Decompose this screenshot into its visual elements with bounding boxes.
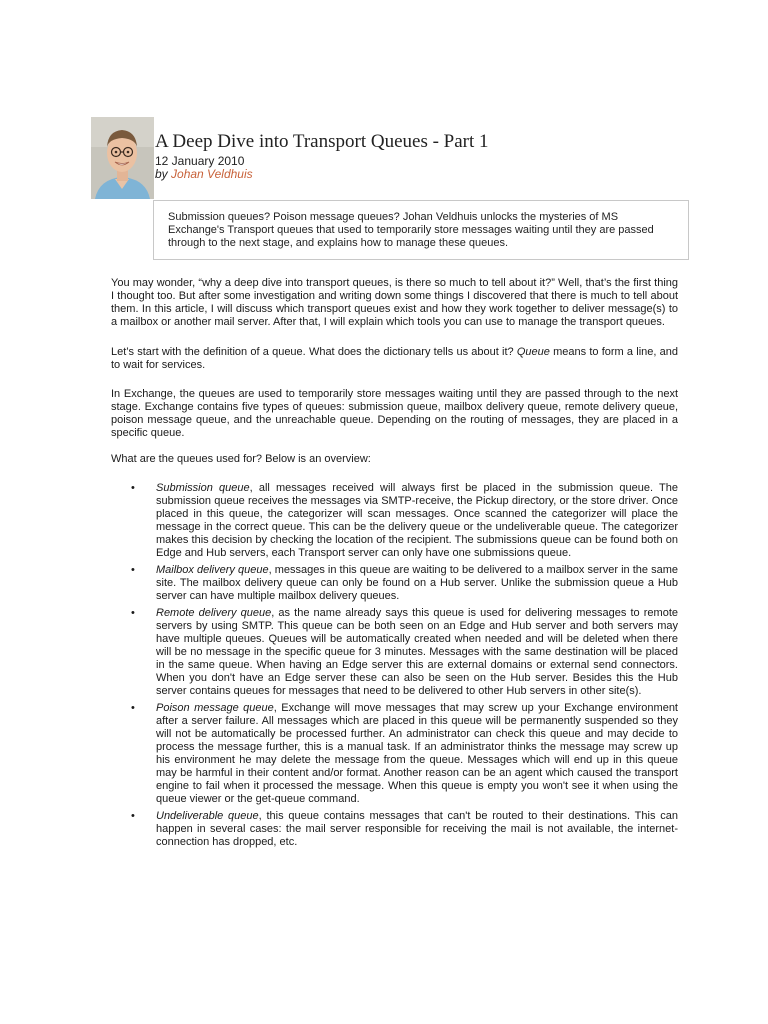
- paragraph-overview: What are the queues used for? Below is an overview:: [111, 453, 371, 465]
- article-body: [111, 277, 678, 853]
- definition-rest: means to form a line, and to wait for services.: [111, 346, 678, 371]
- byline: [155, 167, 253, 181]
- queue-name: Undeliverable queue: [156, 810, 259, 822]
- bullet-icon: •: [131, 810, 135, 822]
- queue-description: , as the name already says this queue is used for delivering messages to remote servers by using SMTP. This queue can be both seen on an Edge and Hub server and both servers may have multiple queues. Queues will be automatically created when needed and will be deleted when there will be no message in the specific queue for 3 minutes. Messages with the same destination will be placed in the same queue. When having an Edge server this are external domains or external send connectors. When you don't have an Edge server these can also be seen on the Hub server. Besides this the Hub server contains queues for messages that need to be delivered to other Hub servers in other site(s).: [156, 607, 678, 697]
- bullet-icon: •: [131, 482, 135, 494]
- list-item: [111, 702, 678, 806]
- queue-name: Mailbox delivery queue: [156, 564, 269, 576]
- author-link[interactable]: Johan Veldhuis: [171, 167, 253, 181]
- paragraph-intro: You may wonder, “why a deep dive into transport queues, is there so much to tell about it?” Well, that’s the first thing I thought too. But after some investigation and writing down some things I discovered that there is much to tell about them. In this article, I will discuss which transport queues exist and how they work together to deliver message(s) to a mailbox or another mail server. After that, I will explain which tools you can use to manage the transport queues.: [111, 277, 678, 328]
- paragraph-definition: [111, 346, 678, 372]
- queue-name: Submission queue: [156, 482, 250, 494]
- article-title: A Deep Dive into Transport Queues - Part 1: [155, 131, 489, 152]
- bullet-icon: •: [131, 702, 135, 714]
- queue-description: , this queue contains messages that can't be routed to their destinations. This can happen in several cases: the mail server responsible for receiving the mail is not available, the internet-connection has dropped, etc.: [156, 810, 678, 848]
- queue-list: [111, 482, 678, 849]
- summary-box: Submission queues? Poison message queues? Johan Veldhuis unlocks the mysteries of MS Exchange's Transport queues that used to temporarily store messages waiting until they are passed through to the next stage, and explains how to manage these queues.: [153, 200, 689, 260]
- queue-name: Poison message queue: [156, 702, 274, 714]
- queue-description: , Exchange will move messages that may screw up your Exchange environment after a server failure. All messages which are placed in this queue will be permanently suspended so they will not be automatically be processed further. An administrator can check this queue and may decide to process the message further, this is a manual task. If an administrator thinks the message may screw up his environment he may delete the message from the queue. Messages which will end up in this queue may be harmful in their content and/or format. Another reason can be an agent which caused the transport engine to fail when it processed the message. When this queue is empty you won't see it when using the queue viewer or the get-queue command.: [156, 702, 678, 805]
- queue-description: , all messages received will always first be placed in the submission queue. The submission queue receives the messages via SMTP-receive, the Pickup directory, or the store driver. Once placed in this queue, the categorizer will scan messages. Once scanned the categorizer will place the message in the correct queue. This can be the delivery queue or the undeliverable queue. The categorizer makes this decision by checking the location of the recipient. The submissions queue can be found both on Edge and Hub servers, each Transport server can only have one submissions queue.: [156, 482, 678, 559]
- publish-date: 12 January 2010: [155, 154, 245, 168]
- queue-description: , messages in this queue are waiting to be delivered to a mailbox server in the same site. The mailbox delivery queue can only be found on a Hub server. Unlike the submission queue a Hub server can have multiple mailbox delivery queues.: [156, 564, 678, 602]
- list-item: [111, 482, 678, 560]
- byline-prefix: by: [155, 167, 168, 181]
- definition-text: Let’s start with the definition of a queue. What does the dictionary tells us about it?: [111, 346, 517, 358]
- bullet-icon: •: [131, 564, 135, 576]
- bullet-icon: •: [131, 607, 135, 619]
- definition-term: Queue: [516, 346, 550, 358]
- list-item: [111, 564, 678, 603]
- queue-name: Remote delivery queue: [156, 607, 272, 619]
- paragraph-exchange-queues: In Exchange, the queues are used to temporarily store messages waiting until they are passed through to the next stage. Exchange contains five types of queues: submission queue, mailbox delivery queue, remote delivery queue, poison message queue, and the unreachable queue. Depending on the routing of messages, they are placed in a specific queue.: [111, 388, 678, 439]
- list-item: [111, 810, 678, 849]
- author-photo: [91, 117, 154, 199]
- list-item: [111, 607, 678, 698]
